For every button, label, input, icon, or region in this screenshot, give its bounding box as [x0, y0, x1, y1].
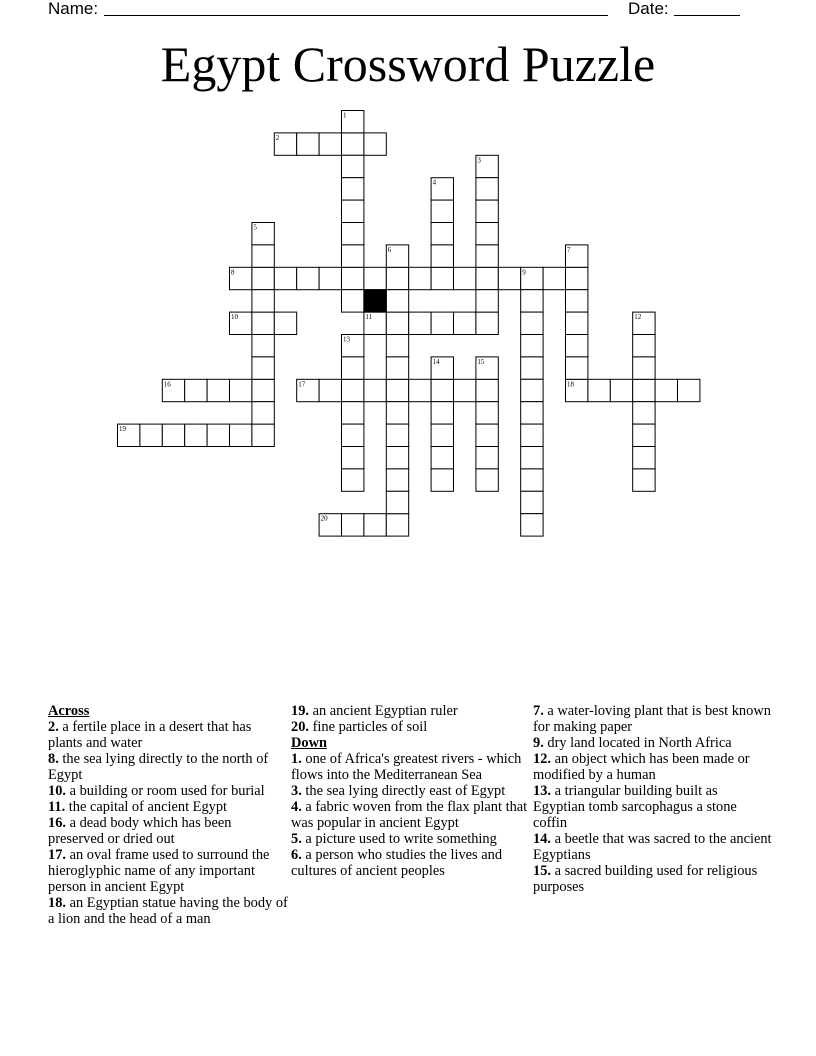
grid-cell[interactable] [252, 379, 274, 401]
grid-cell[interactable] [364, 514, 386, 536]
clue-number: 8. [48, 751, 59, 767]
clue-number-label: 16 [163, 380, 171, 389]
grid-cell[interactable] [476, 447, 498, 469]
clue-column-1 [48, 703, 288, 927]
grid-cell[interactable] [566, 357, 588, 379]
across-clue [291, 703, 531, 719]
clue-number-label: 13 [343, 335, 350, 344]
down-heading: Down [291, 735, 327, 751]
clue-text: the capital of ancient Egypt [65, 799, 228, 815]
down-clues-a [291, 751, 531, 879]
clue-text: a dead body which has been preserved or dried out [48, 815, 232, 847]
down-clue [533, 831, 773, 863]
grid-cell[interactable] [566, 267, 588, 289]
clue-text: a triangular building built as Egyptian tomb sarcophagus a stone coffin [533, 783, 737, 831]
grid-cell[interactable] [252, 267, 274, 289]
clue-number-label: 20 [320, 514, 328, 523]
clue-number: 14. [533, 831, 551, 847]
clue-text: an object which has been made or modified by a human [533, 751, 750, 783]
clue-column-2 [291, 703, 531, 879]
grid-cell[interactable] [476, 312, 498, 334]
clue-number: 20. [291, 719, 309, 735]
clue-text: a person who studies the lives and cultures of ancient peoples [291, 847, 503, 879]
grid-cell[interactable] [431, 223, 453, 245]
clue-number-label: 11 [365, 313, 373, 322]
clue-text: an oval frame used to surround the hieroglyphic name of any important person in ancient Egypt [48, 847, 270, 895]
grid-cell[interactable] [633, 447, 655, 469]
grid-cell[interactable] [454, 379, 476, 401]
grid-cell[interactable] [364, 133, 386, 155]
grid-cell[interactable] [476, 178, 498, 200]
clue-text: the sea lying directly to the north of Egypt [48, 751, 269, 783]
grid-cell[interactable] [342, 223, 364, 245]
grid-cell[interactable] [431, 245, 453, 267]
clue-text: a sacred building used for religious purposes [533, 863, 758, 895]
clue-number: 4. [291, 799, 302, 815]
grid-cell[interactable] [633, 357, 655, 379]
grid-cell[interactable] [252, 357, 274, 379]
grid-cell[interactable] [521, 514, 543, 536]
clue-number: 5. [291, 831, 302, 847]
grid-cell[interactable] [342, 469, 364, 491]
across-clue [48, 751, 288, 783]
grid-cell[interactable] [386, 267, 408, 289]
clue-text: a water-loving plant that is best known for making paper [533, 703, 771, 735]
clue-number: 13. [533, 783, 551, 799]
grid-cell[interactable] [342, 424, 364, 446]
clue-text: an ancient Egyptian ruler [309, 703, 458, 719]
grid-cell[interactable] [409, 312, 431, 334]
grid-cell[interactable] [610, 379, 632, 401]
clue-number: 11. [48, 799, 66, 815]
across-clues-a [48, 719, 288, 927]
clue-number-label: 19 [119, 425, 126, 434]
grid-cell[interactable] [162, 424, 184, 446]
down-clue [291, 831, 531, 847]
clue-number-label: 6 [387, 245, 392, 254]
clue-text: one of Africa's greatest rivers - which flows into the Mediterranean Sea [291, 751, 522, 783]
clue-number: 19. [291, 703, 309, 719]
name-label: Name: [48, 0, 99, 18]
clue-number-label: 17 [298, 380, 306, 389]
grid-cell[interactable] [297, 133, 319, 155]
clue-text: the sea lying directly east of Egypt [301, 783, 506, 799]
grid-cell[interactable] [476, 469, 498, 491]
down-clue [533, 703, 773, 735]
grid-cell[interactable] [521, 469, 543, 491]
grid-cell[interactable] [409, 267, 431, 289]
grid-cell[interactable] [678, 379, 700, 401]
grid-cell[interactable] [521, 447, 543, 469]
clue-number: 1. [291, 751, 302, 767]
clue-number: 9. [533, 735, 544, 751]
grid-cell[interactable] [252, 312, 274, 334]
down-clue [291, 751, 531, 783]
grid-cell[interactable] [454, 267, 476, 289]
grid-cell[interactable] [386, 402, 408, 424]
grid-cell[interactable] [521, 491, 543, 513]
down-clue [533, 735, 773, 751]
clue-column-3 [533, 703, 773, 895]
grid-cell[interactable] [319, 267, 341, 289]
down-clue [533, 751, 773, 783]
grid-cell[interactable] [207, 424, 229, 446]
clue-number-label: 12 [634, 313, 642, 322]
clue-number: 12. [533, 751, 551, 767]
clue-text: a fertile place in a desert that has plants and water [48, 719, 252, 751]
across-clue [48, 783, 288, 799]
across-clue [48, 895, 288, 927]
grid-cell[interactable] [521, 290, 543, 312]
grid-cell[interactable] [476, 223, 498, 245]
grid-cell[interactable] [342, 155, 364, 177]
clue-number: 15. [533, 863, 551, 879]
grid-cell[interactable] [386, 357, 408, 379]
grid-cell[interactable] [386, 335, 408, 357]
grid-cell[interactable] [566, 312, 588, 334]
clue-number: 3. [291, 783, 302, 799]
clue-number: 16. [48, 815, 66, 831]
grid-cell[interactable] [543, 267, 565, 289]
grid-cell[interactable] [364, 379, 386, 401]
clue-text: a fabric woven from the flax plant that was popular in ancient Egypt [291, 799, 528, 831]
grid-cell[interactable] [476, 379, 498, 401]
clue-number: 2. [48, 719, 59, 735]
clue-number-label: 1 [343, 111, 347, 120]
grid-cell[interactable] [342, 267, 364, 289]
grid-cell[interactable] [386, 514, 408, 536]
grid-cell[interactable] [230, 379, 252, 401]
grid-cell[interactable] [274, 312, 296, 334]
grid-cell[interactable] [252, 402, 274, 424]
grid-cell[interactable] [342, 447, 364, 469]
grid-cell[interactable] [274, 267, 296, 289]
clue-number-label: 2 [275, 133, 280, 142]
grid-cell[interactable] [431, 447, 453, 469]
grid-cell[interactable] [185, 424, 207, 446]
clue-number-label: 14 [432, 357, 440, 366]
grid-cell[interactable] [476, 424, 498, 446]
grid-cell[interactable] [297, 267, 319, 289]
grid-cell[interactable] [386, 290, 408, 312]
grid-cell[interactable] [386, 469, 408, 491]
clue-number-label: 7 [567, 245, 571, 254]
black-square [364, 290, 386, 312]
grid-cell[interactable] [386, 379, 408, 401]
grid-cell[interactable] [476, 245, 498, 267]
grid-cell[interactable] [521, 402, 543, 424]
clue-number-label: 10 [231, 313, 238, 322]
grid-cell[interactable] [342, 357, 364, 379]
across-clue [48, 847, 288, 895]
grid-cell[interactable] [431, 267, 453, 289]
grid-cell[interactable] [633, 335, 655, 357]
down-clue [291, 799, 531, 831]
grid-cell[interactable] [252, 245, 274, 267]
grid-cell[interactable] [476, 267, 498, 289]
grid-cell[interactable] [566, 335, 588, 357]
grid-cell[interactable] [342, 402, 364, 424]
grid-cell[interactable] [521, 357, 543, 379]
across-clue [48, 799, 288, 815]
clue-number-label: 3 [477, 156, 481, 165]
clue-number-label: 4 [432, 178, 437, 187]
across-heading: Across [48, 703, 90, 719]
across-clue [48, 815, 288, 847]
clue-text: a beetle that was sacred to the ancient Egyptians [533, 831, 772, 863]
clue-number: 17. [48, 847, 66, 863]
clue-number-label: 18 [567, 380, 574, 389]
down-clue [533, 783, 773, 831]
grid-cell[interactable] [431, 200, 453, 222]
grid-cell[interactable] [342, 514, 364, 536]
grid-cell[interactable] [342, 379, 364, 401]
clue-number-label: 8 [231, 268, 235, 277]
grid-cell[interactable] [342, 245, 364, 267]
grid-cell[interactable] [521, 335, 543, 357]
page-title: Egypt Crossword Puzzle [160, 36, 656, 92]
grid-cell[interactable] [207, 379, 229, 401]
grid-cell[interactable] [364, 267, 386, 289]
grid-cell[interactable] [498, 267, 520, 289]
grid-cell[interactable] [521, 312, 543, 334]
grid-cell[interactable] [655, 379, 677, 401]
grid-cell[interactable] [521, 424, 543, 446]
clue-number: 7. [533, 703, 544, 719]
grid-cell[interactable] [633, 402, 655, 424]
grid-cell[interactable] [409, 379, 431, 401]
down-clue [533, 863, 773, 895]
grid-cell[interactable] [431, 379, 453, 401]
grid-cell[interactable] [230, 424, 252, 446]
clue-number-label: 9 [522, 268, 526, 277]
clue-text: a building or room used for burial [66, 783, 265, 799]
grid-cell[interactable] [386, 491, 408, 513]
grid-cell[interactable] [342, 290, 364, 312]
grid-cell[interactable] [252, 335, 274, 357]
clue-text: fine particles of soil [309, 719, 428, 735]
grid-cell[interactable] [431, 402, 453, 424]
grid-cell[interactable] [386, 312, 408, 334]
grid-cell[interactable] [476, 402, 498, 424]
grid-cell[interactable] [566, 290, 588, 312]
grid-cell[interactable] [386, 447, 408, 469]
grid-cell[interactable] [342, 178, 364, 200]
clue-text: an Egyptian statue having the body of a lion and the head of a man [48, 895, 288, 927]
date-label: Date: [628, 0, 669, 18]
grid-cell[interactable] [476, 290, 498, 312]
clue-number-label: 5 [253, 223, 257, 232]
down-clues-b [533, 703, 773, 895]
clue-text: a picture used to write something [301, 831, 497, 847]
across-clue [291, 719, 531, 735]
down-clue [291, 847, 531, 879]
grid-cell[interactable] [319, 379, 341, 401]
clue-number: 10. [48, 783, 66, 799]
across-clue [48, 719, 288, 751]
grid-cell[interactable] [342, 133, 364, 155]
clue-number: 6. [291, 847, 302, 863]
grid-cell[interactable] [454, 312, 476, 334]
grid-cell[interactable] [476, 200, 498, 222]
grid-cell[interactable] [633, 379, 655, 401]
down-clue [291, 783, 531, 799]
grid-cell[interactable] [386, 424, 408, 446]
grid-cell[interactable] [521, 379, 543, 401]
clue-text: dry land located in North Africa [543, 735, 732, 751]
clue-number: 18. [48, 895, 66, 911]
grid-cell[interactable] [431, 469, 453, 491]
grid-cell[interactable] [252, 424, 274, 446]
grid-cell[interactable] [140, 424, 162, 446]
grid-cell[interactable] [633, 424, 655, 446]
grid-cell[interactable] [342, 200, 364, 222]
grid-cell[interactable] [252, 290, 274, 312]
grid-cell[interactable] [431, 312, 453, 334]
clue-number-label: 15 [477, 357, 485, 366]
across-clues-b [291, 703, 531, 735]
grid-cell[interactable] [319, 133, 341, 155]
grid-cell[interactable] [185, 379, 207, 401]
grid-cell[interactable] [633, 469, 655, 491]
grid-cell[interactable] [431, 424, 453, 446]
grid-cell[interactable] [588, 379, 610, 401]
